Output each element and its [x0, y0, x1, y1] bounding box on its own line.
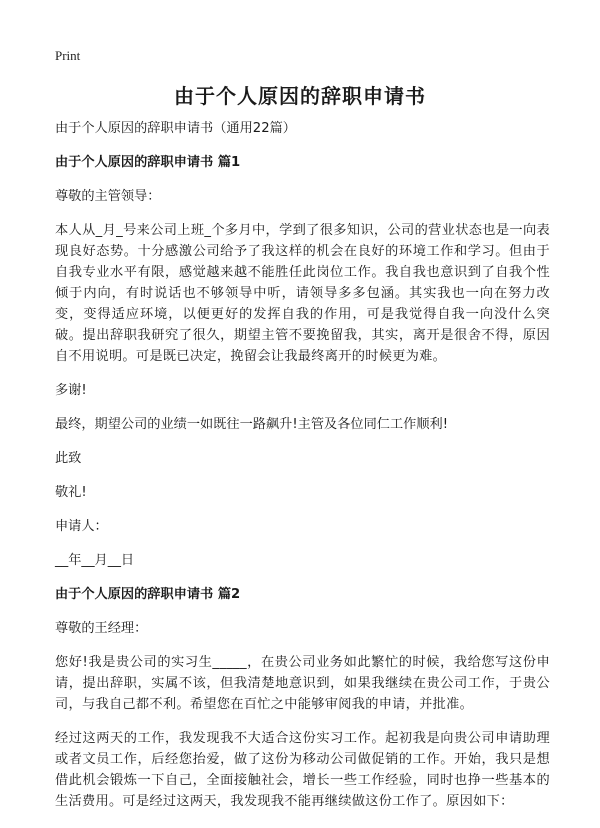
closing-text: 最终，期望公司的业绩一如既往一路飙升!主管及各位同仁工作顺利!: [55, 417, 449, 432]
paragraph-1: 本人从_月_号来公司上班_个多月中，学到了很多知识，公司的营业状态也是一向表现良好态势。十分感激公司给予了我这样的机会在良好的环境工作和学习。但由于自我专业水平有限，感觉越来越不能胜任此岗位工作。我自我也意识到了自我个性倾于内向，有时说话也不够领导中听，请领导多多包涵。其实我也一向在努力改变，变得适应环境，以便更好的发挥自我的作用，可是我觉得自我一向没什么突破。提出辞职我研究了很久，期望主管不要挽留我，其实，离开是很舍不得，原因自不用说明。可是既已决定，挽留会让我最终离开的时候更为难。: [55, 223, 550, 364]
date-line: __年__月__日: [55, 553, 135, 568]
page-title: 由于个人原因的辞职申请书: [174, 84, 426, 108]
greeting-1: 尊敬的主管领导：: [55, 189, 161, 204]
applicant-label: 申请人：: [55, 519, 108, 534]
greeting-2: 尊敬的王经理：: [55, 621, 148, 636]
document-subtitle: 由于个人原因的辞职申请书（通用22篇）: [55, 121, 296, 136]
thanks-text: 多谢!: [55, 383, 87, 398]
section-heading-2: 由于个人原因的辞职申请书 篇2: [55, 587, 241, 602]
paragraph-2: 您好!我是贵公司的实习生_____，在贵公司业务如此繁忙的时候，我给您写这份申请，提出辞职，实属不该，但我清楚地意识到，如果我继续在贵公司工作，于贵公司，与我自己都不利。希望您在百忙之中能够审阅我的申请，并批准。: [55, 655, 550, 712]
document-body: [55, 118, 550, 825]
paragraph-3: 经过这两天的工作，我发现我不大适合这份实习工作。起初我是向贵公司申请助理或者文员工作，后经您抬爱，做了这份为移动公司做促销的工作。开始，我只是想借此机会锻炼一下自己，全面接触社会，增长一些工作经验，同时也挣一些基本的生活费用。可是经过这两天，我发现我不能再继续做这份工作了。原因如下：: [55, 731, 550, 809]
salutation-1: 此致: [55, 451, 82, 466]
print-link[interactable]: Print: [55, 48, 81, 63]
section-heading-1: 由于个人原因的辞职申请书 篇1: [55, 155, 241, 170]
salutation-2: 敬礼!: [55, 485, 87, 500]
